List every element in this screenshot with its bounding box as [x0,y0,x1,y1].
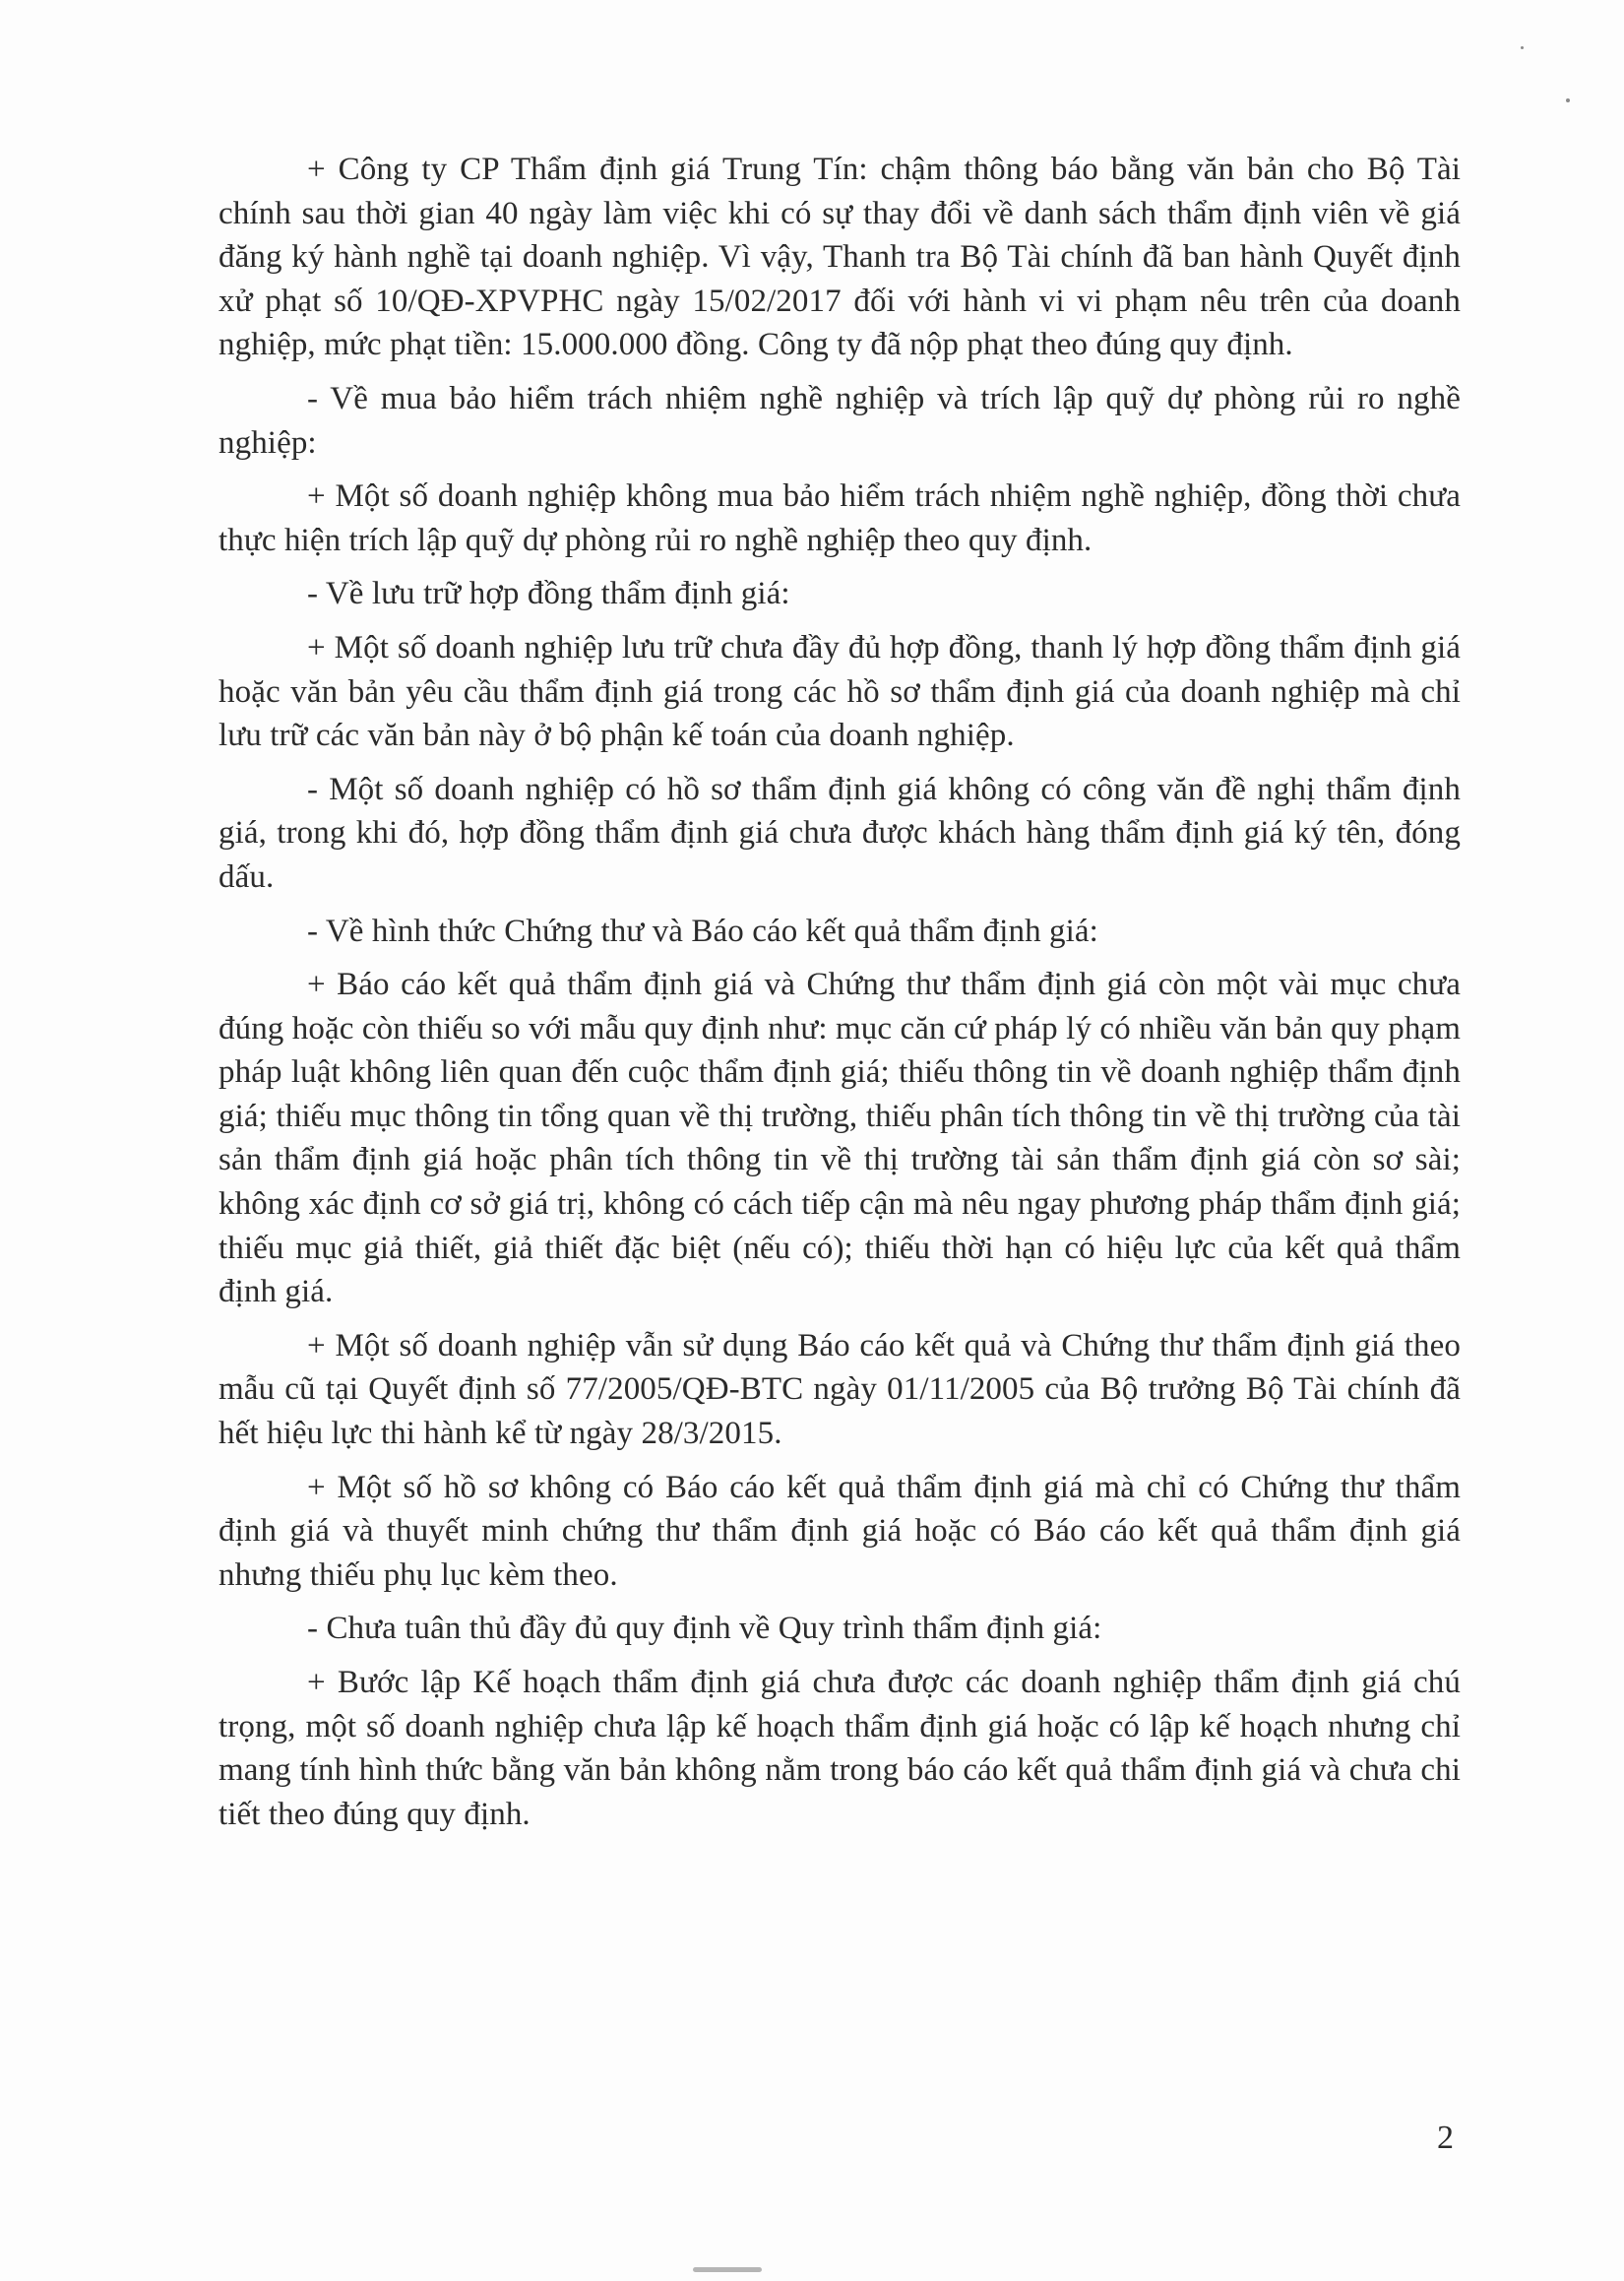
paragraph-contract-storage-detail: + Một số doanh nghiệp lưu trữ chưa đầy đủ hợp đồng, thanh lý hợp đồng thẩm định giá hoặc văn bản yêu cầu thẩm định giá trong các hồ sơ thẩm định giá của doanh nghiệp mà chỉ lưu trữ các văn bản này ở bộ phận kế toán của doanh nghiệp. [219,629,1461,754]
paragraph-insurance-detail: + Một số doanh nghiệp không mua bảo hiểm trách nhiệm nghề nghiệp, đồng thời chưa thực hiện trích lập quỹ dự phòng rủi ro nghề nghiệp theo quy định. [219,478,1461,558]
paragraph-insurance-heading: - Về mua bảo hiểm trách nhiệm nghề nghiệp và trích lập quỹ dự phòng rủi ro nghề nghiệp: [219,380,1461,461]
paragraph-report-format-heading: - Về hình thức Chứng thư và Báo cáo kết quả thẩm định giá: [307,913,1098,949]
paragraph-missing-request-letter: - Một số doanh nghiệp có hồ sơ thẩm định giá không có công văn đề nghị thẩm định giá, trong khi đó, hợp đồng thẩm định giá chưa được khách hàng thẩm định giá ký tên, đóng dấu. [219,771,1461,895]
paragraph-old-template: + Một số doanh nghiệp vẫn sử dụng Báo cáo kết quả và Chứng thư thẩm định giá theo mẫu cũ tại Quyết định số 77/2005/QĐ-BTC ngày 01/11/2005 của Bộ trưởng Bộ Tài chính đã hết hiệu lực thi hành kể từ ngày 28/3/2015. [219,1327,1461,1452]
scan-speck [1521,46,1524,49]
paragraph-contract-storage-heading: - Về lưu trữ hợp đồng thẩm định giá: [307,576,790,612]
paragraph-process-plan: + Bước lập Kế hoạch thẩm định giá chưa được các doanh nghiệp thẩm định giá chú trọng, một số doanh nghiệp chưa lập kế hoạch thẩm định giá hoặc có lập kế hoạch nhưng chỉ mang tính hình thức bằng văn bản không nằm trong báo cáo kết quả thẩm định giá và chưa chi tiết theo đúng quy định. [219,1665,1461,1832]
paragraph-process-heading: - Chưa tuân thủ đầy đủ quy định về Quy trình thẩm định giá: [307,1611,1102,1647]
scan-speck [1566,98,1570,102]
scan-edge-mark [693,2267,762,2272]
paragraph-report-format-detail: + Báo cáo kết quả thẩm định giá và Chứng thư thẩm định giá còn một vài mục chưa đúng hoặc còn thiếu so với mẫu quy định như: mục căn cứ pháp lý có nhiều văn bản quy phạm pháp luật không liên quan đến cuộc thẩm định giá; thiếu thông tin về doanh nghiệp thẩm định giá; thiếu mục thông tin tổng quan về thị trường, thiếu phân tích thông tin về thị trường của tài sản thẩm định giá hoặc phân tích thông tin về thị trường tài sản thẩm định giá còn sơ sài; không xác định cơ sở giá trị, không có cách tiếp cận mà nêu ngay phương pháp thẩm định giá; thiếu mục giả thiết, giả thiết đặc biệt (nếu có); thiếu thời hạn có hiệu lực của kết quả thẩm định giá. [219,967,1461,1310]
document-body [219,148,1461,1846]
paragraph-trung-tin-violation: + Công ty CP Thẩm định giá Trung Tín: chậm thông báo bằng văn bản cho Bộ Tài chính sau thời gian 40 ngày làm việc khi có sự thay đổi về danh sách thẩm định viên về giá đăng ký hành nghề tại doanh nghiệp. Vì vậy, Thanh tra Bộ Tài chính đã ban hành Quyết định xử phạt số 10/QĐ-XPVPHC ngày 15/02/2017 đối với hành vi vi phạm nêu trên của doanh nghiệp, mức phạt tiền: 15.000.000 đồng. Công ty đã nộp phạt theo đúng quy định. [219,152,1461,363]
page-number: 2 [1437,2120,1454,2156]
paragraph-missing-report: + Một số hồ sơ không có Báo cáo kết quả thẩm định giá mà chỉ có Chứng thư thẩm định giá và thuyết minh chứng thư thẩm định giá hoặc có Báo cáo kết quả thẩm định giá nhưng thiếu phụ lục kèm theo. [219,1469,1461,1593]
